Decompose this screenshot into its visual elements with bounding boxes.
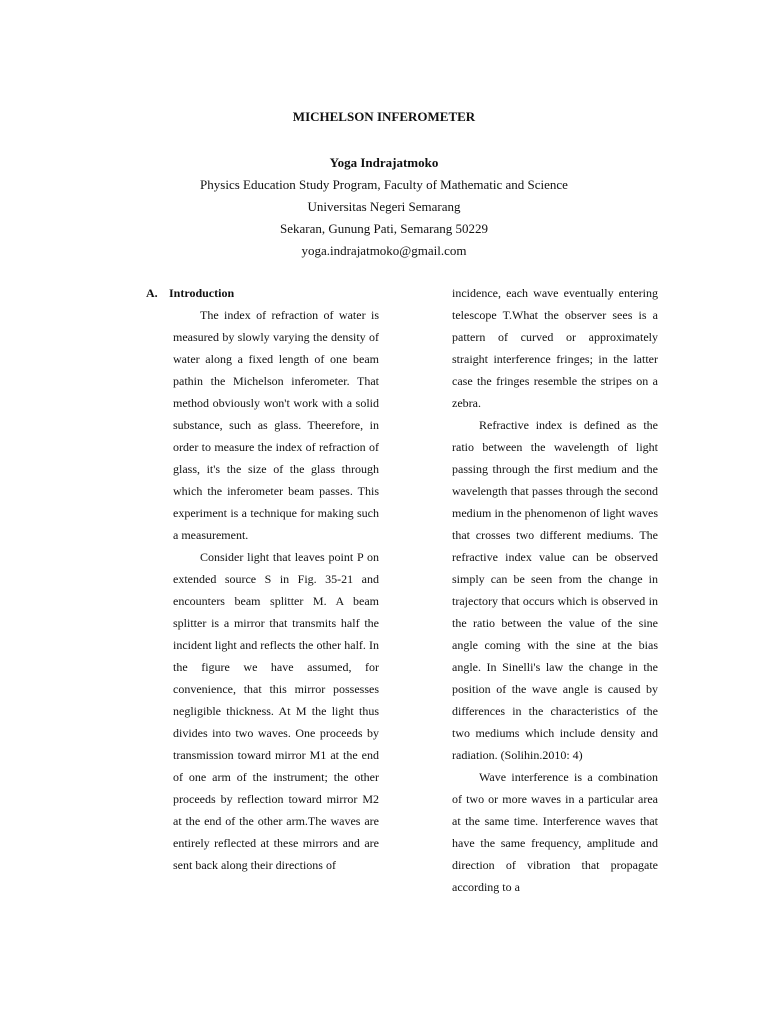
paragraph: Wave interference is a combination of two or more waves in a particular area at the same time. Interference waves that have the same frequency, amplitude and direction of vibration that propagate according to a — [452, 770, 658, 894]
left-column — [173, 282, 379, 876]
paragraph: incidence, each wave eventually entering telescope T.What the observer sees is a pattern of curved or approximately straight interference fringes; in the latter case the fringes resemble the stripes on a zebra. — [452, 286, 658, 410]
heading-spacer — [173, 282, 379, 304]
paragraph: Consider light that leaves point P on extended source S in Fig. 35-21 and encounters beam splitter M. A beam splitter is a mirror that transmits half the incident light and reflects the other half. In the figure we have assumed, for convenience, that this mirror possesses negligible thickness. At M the light thus divides into two waves. One proceeds by transmission toward mirror M1 at the end of one arm of the instrument; the other proceeds by reflection toward mirror M2 at the end of the other arm.The waves are entirely reflected at these mirrors and are sent back along their directions of — [173, 550, 379, 872]
paper-header — [0, 108, 768, 262]
section-title: Introduction — [169, 286, 235, 300]
affiliation-line-address: Sekaran, Gunung Pati, Semarang 50229 — [280, 221, 488, 236]
author-name: Yoga Indrajatmoko — [329, 155, 439, 170]
paragraph: The index of refraction of water is measured by slowly varying the density of water along a fixed length of one beam pathin the Michelson inferometer. That method obviously won't work with a solid substance, such as glass. Theerefore, in order to measure the index of refraction of glass, it's the size of the glass through which the inferometer beam passes. This experiment is a technique for making such a measurement. — [173, 308, 379, 542]
author-email: yoga.indrajatmoko@gmail.com — [301, 243, 467, 258]
paragraph: Refractive index is defined as the ratio between the wavelength of light passing through the first medium and the wavelength that passes through the second medium in the phenomenon of light waves that crosses two different mediums. The refractive index value can be observed simply can be seen from the change in trajectory that occurs which is observed in the ratio between the value of the sine angle coming with the sine at the bias angle. In Sinelli's law the change in the position of the wave angle is caused by differences in the characteristics of the two mediums which include density and radiation. (Solihin.2010: 4) — [452, 418, 658, 762]
paper-title: MICHELSON INFEROMETER — [292, 109, 476, 124]
section-number: A. — [146, 286, 158, 300]
affiliation-line-university: Universitas Negeri Semarang — [307, 199, 461, 214]
affiliation-line-program: Physics Education Study Program, Faculty of Mathematic and Science — [200, 177, 568, 192]
right-column — [452, 282, 658, 898]
